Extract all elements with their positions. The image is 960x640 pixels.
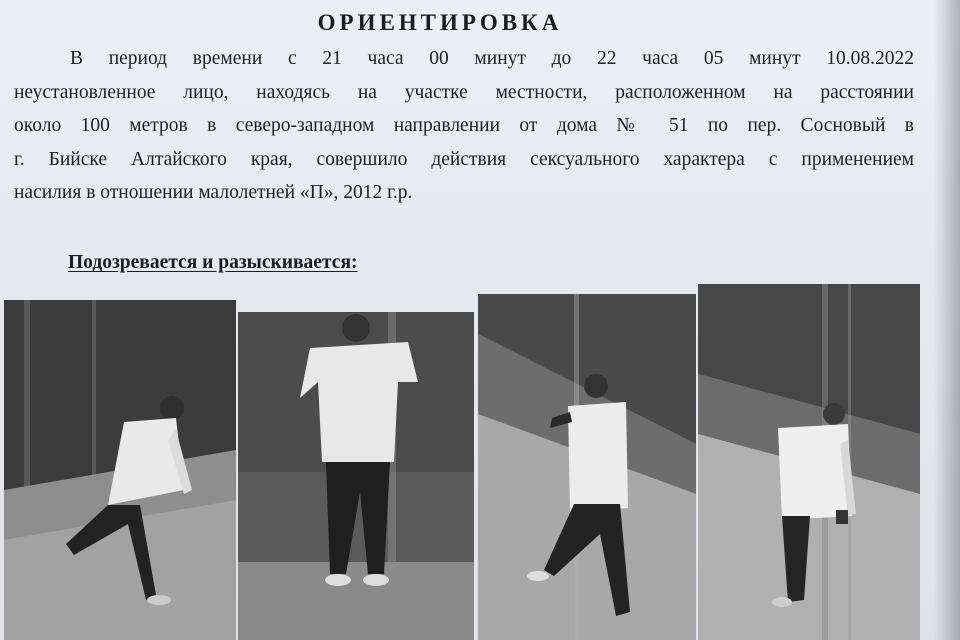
notice-paragraph <box>14 42 914 210</box>
paragraph-line: г. Бийске Алтайского края, совершило действия сексуального характера с применением <box>14 148 914 170</box>
surveillance-photo-1 <box>4 300 236 640</box>
page-edge-shadow <box>934 0 960 640</box>
paragraph-line: около 100 метров в северо-западном направлении от дома № 51 по пер. Сосновый в <box>14 115 914 136</box>
surveillance-photo-4 <box>698 284 920 640</box>
notice-title: ОРИЕНТИРОВКА <box>317 10 563 35</box>
surveillance-photo-2 <box>238 312 474 640</box>
surveillance-photo-3 <box>478 294 696 640</box>
suspect-subheading: Подозревается и разыскивается: <box>68 252 358 273</box>
paragraph-line: насилия в отношении малолетней «П», 2012 г.р. <box>14 182 413 203</box>
paragraph-line: неустановленное лицо, находясь на участке местности, расположенном на расстоянии <box>14 81 914 103</box>
paragraph-line: В период времени с 21 часа 00 минут до 22 часа 05 минут 10.08.2022 <box>70 48 914 69</box>
